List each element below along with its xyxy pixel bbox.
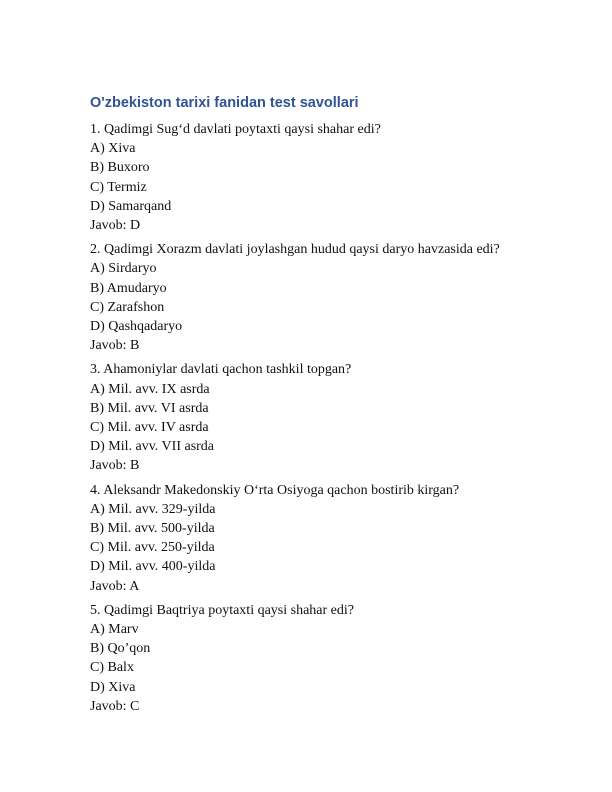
answer-text: Javob: B (90, 458, 140, 474)
option-d: D) Mil. avv. 400-yilda (90, 559, 216, 575)
option-d: D) Mil. avv. VII asrda (90, 439, 215, 455)
question-block-3 (90, 360, 522, 475)
question-text: 2. Qadimgi Xorazm davlati joylashgan hudud qaysi daryo havzasida edi? (90, 242, 500, 258)
option-b: B) Amudaryo (90, 280, 167, 296)
option-b: B) Mil. avv. VI asrda (90, 400, 209, 416)
question-block-5 (90, 601, 522, 716)
option-a: A) Sirdaryo (90, 261, 157, 277)
option-c: C) Termiz (90, 179, 147, 195)
option-a: A) Xiva (90, 141, 136, 157)
question-block-1 (90, 120, 522, 235)
option-b: B) Mil. avv. 500-yilda (90, 521, 215, 537)
option-c: C) Mil. avv. IV asrda (90, 420, 209, 436)
answer-text: Javob: C (90, 698, 140, 714)
question-text: 5. Qadimgi Baqtriya poytaxti qaysi shahar edi? (90, 602, 354, 618)
option-d: D) Qashqadaryo (90, 319, 183, 335)
answer-text: Javob: A (90, 578, 140, 594)
option-c: C) Mil. avv. 250-yilda (90, 540, 215, 556)
question-text: 1. Qadimgi Sugʻd davlati poytaxti qaysi shahar edi? (90, 122, 381, 137)
document-title: O'zbekiston tarixi fanidan test savollari (90, 95, 359, 111)
answer-text: Javob: B (90, 338, 140, 354)
option-c: C) Zarafshon (90, 299, 165, 315)
option-d: D) Samarqand (90, 198, 172, 214)
question-text: 4. Aleksandr Makedonskiy Oʻrta Osiyoga qachon bostirib kirgan? (90, 482, 460, 498)
option-a: A) Marv (90, 622, 139, 638)
option-b: B) Qo’qon (90, 641, 151, 657)
option-d: D) Xiva (90, 679, 136, 695)
question-block-2 (90, 240, 522, 355)
option-a: A) Mil. avv. 329-yilda (90, 501, 216, 517)
option-b: B) Buxoro (90, 160, 150, 176)
answer-text: Javob: D (90, 218, 141, 234)
option-a: A) Mil. avv. IX asrda (90, 381, 210, 397)
question-text: 3. Ahamoniylar davlati qachon tashkil topgan? (90, 362, 352, 378)
option-c: C) Balx (90, 660, 134, 676)
question-block-4 (90, 481, 522, 596)
